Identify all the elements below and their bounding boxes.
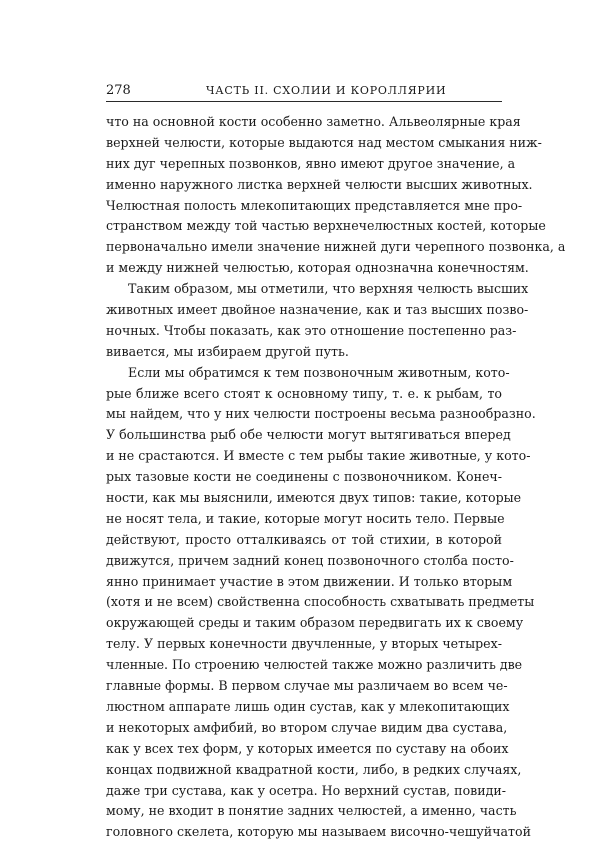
- page-header: [106, 82, 502, 100]
- text-line: У большинства рыб обе челюсти могут вытягиваться вперед: [106, 427, 511, 443]
- body-text: [106, 112, 566, 843]
- text-line: Если мы обратимся к тем позвоночным животным, кото-: [128, 364, 510, 380]
- text-line: рые ближе всего стоят к основному типу, т. е. к рыбам, то: [106, 385, 502, 401]
- text-line: ночных. Чтобы показать, как это отношение постепенно раз-: [106, 322, 517, 338]
- text-line: и между нижней челюстью, которая однозначна конечностям.: [106, 260, 529, 276]
- header-rule: [106, 101, 502, 102]
- text-line: странством между той частью верхнечелюстных костей, которые: [106, 218, 546, 234]
- text-line: Таким образом, мы отметили, что верхняя челюсть высших: [128, 281, 529, 297]
- text-line: Челюстная полость млекопитающих представляется мне про-: [106, 197, 523, 213]
- text-line: не носят тела, и такие, которые могут носить тело. Первые: [106, 510, 505, 526]
- text-line: даже три сустава, как у осетра. Но верхний сустав, повиди-: [106, 782, 507, 798]
- text-line: именно наружного листка верхней челюсти высших животных.: [106, 176, 533, 192]
- text-line: первоначально имели значение нижней дуги черепного позвонка, а: [106, 239, 566, 255]
- text-line: и некоторых амфибий, во втором случае видим два сустава,: [106, 719, 508, 735]
- text-line: действуют, просто отталкиваясь от той стихии, в которой: [106, 531, 502, 547]
- running-title: ЧАСТЬ II. СХОЛИИ И КОРОЛЛЯРИИ: [206, 84, 447, 97]
- text-line: мы найдем, что у них челюсти построены весьма разнообразно.: [106, 406, 536, 422]
- text-line: (хотя и не всем) свойственна способность схватывать предметы: [106, 594, 535, 610]
- text-line: что на основной кости особенно заметно. Альвеолярные края: [106, 114, 521, 129]
- text-line: движутся, причем задний конец позвоночного столба посто-: [106, 552, 514, 568]
- paragraph: [106, 279, 529, 363]
- text-line: янно принимает участие в этом движении. И только вторым: [106, 573, 513, 589]
- text-line: окружающей среды и таким образом передвигать их к своему: [106, 615, 524, 631]
- text-line: люстном аппарате лишь один сустав, как у млекопитающих: [106, 698, 510, 714]
- text-line: концах подвижной квадратной кости, либо, в редких случаях,: [106, 761, 522, 777]
- paragraph: [106, 112, 566, 279]
- page-number: 278: [106, 83, 131, 98]
- text-line: рых тазовые кости не соединены с позвоночником. Конеч-: [106, 469, 502, 485]
- text-line: головного скелета, которую мы называем височно-чешуйчатой: [106, 824, 531, 840]
- text-line: главные формы. В первом случае мы различаем во всем че-: [106, 678, 508, 694]
- text-line: ности, как мы выяснили, имеются двух типов: такие, которые: [106, 490, 522, 506]
- text-line: животных имеет двойное назначение, как и таз высших позво-: [106, 302, 529, 318]
- text-line: мому, не входит в понятие задних челюстей, а именно, часть: [106, 803, 517, 819]
- text-line: и не срастаются. И вместе с тем рыбы такие животные, у кото-: [106, 448, 531, 464]
- text-line: как у всех тех форм, у которых имеется по суставу на обоих: [106, 740, 509, 756]
- text-line: вивается, мы избираем другой путь.: [106, 343, 349, 359]
- text-line: телу. У первых конечности двучленные, у вторых четырех-: [106, 636, 502, 652]
- text-line: членные. По строению челюстей также можно различить две: [106, 657, 523, 673]
- paragraph: [106, 363, 536, 843]
- text-line: верхней челюсти, которые выдаются над местом смыкания ниж-: [106, 134, 542, 150]
- text-line: них дуг черепных позвонков, явно имеют другое значение, а: [106, 155, 516, 171]
